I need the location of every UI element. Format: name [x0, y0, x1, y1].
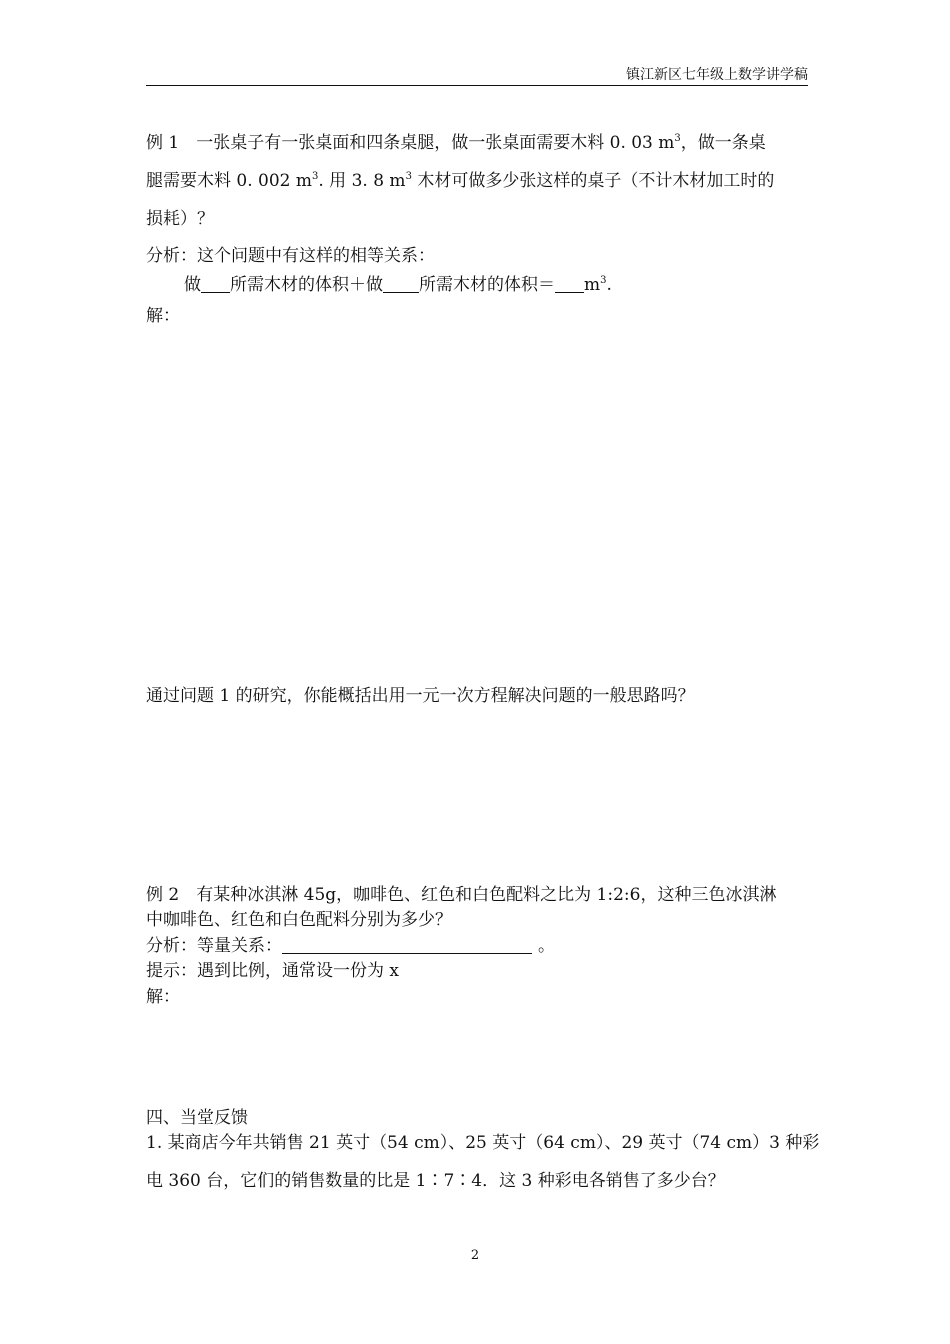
superscript: 3 — [405, 171, 412, 182]
example1-line1-end: ，做一条桌 — [680, 133, 766, 153]
section4-q1-line1: 1. 某商店今年共销售 21 英寸（54 cm）、25 英寸（64 cm）、29 英寸（74 cm）3 种彩 — [146, 1133, 820, 1153]
example2-solution-label: 解： — [146, 987, 180, 1007]
example1-line2-mid: . 用 3. 8 m — [318, 171, 406, 191]
example2-line1: 例 2 有某种冰淇淋 45g，咖啡色、红色和白色配料之比为 1:2:6，这种三色冰淇淋 — [146, 885, 777, 905]
example1-analysis: 分析：这个问题中有这样的相等关系： — [146, 246, 435, 266]
question1: 通过问题 1 的研究，你能概括出用一元一次方程解决问题的一般思路吗？ — [146, 686, 695, 706]
analysis-end: 。 — [538, 936, 555, 956]
superscript: 3 — [312, 171, 319, 182]
section4-q1-line2: 电 360 台，它们的销售数量的比是 1∶7∶4．这 3 种彩电各销售了多少台？ — [146, 1171, 725, 1191]
example2-analysis — [146, 931, 555, 956]
example1-line3: 损耗）？ — [146, 209, 214, 229]
example1-line2-text: 腿需要木料 0. 002 m — [146, 171, 312, 191]
example2-line2: 中咖啡色、红色和白色配料分别为多少？ — [146, 910, 452, 930]
example2-hint: 提示：遇到比例，通常设一份为 x — [146, 961, 399, 981]
fill-in-blank[interactable] — [201, 275, 230, 293]
relation-text-a: 做 — [184, 275, 201, 295]
page-number: 2 — [470, 1248, 480, 1263]
superscript: 3 — [674, 133, 681, 144]
relation-unit: m — [584, 275, 601, 295]
example1-relation — [184, 270, 612, 295]
example1-line2-end: 木材可做多少张这样的桌子（不计木材加工时的 — [411, 171, 775, 191]
relation-text-b: 所需木材的体积＋做 — [230, 275, 383, 295]
fill-in-blank[interactable] — [383, 275, 419, 293]
header-rule — [146, 85, 808, 86]
section4-title: 四、当堂反馈 — [146, 1108, 248, 1128]
relation-end: . — [606, 275, 612, 295]
superscript: 3 — [600, 275, 607, 286]
example1-line1 — [146, 128, 766, 153]
fill-in-blank[interactable] — [282, 936, 532, 954]
relation-text-c: 所需木材的体积＝ — [419, 275, 555, 295]
example1-solution-label: 解： — [146, 306, 180, 326]
header-title: 镇江新区七年级上数学讲学稿 — [626, 67, 808, 83]
example1-line1-text: 例 1 一张桌子有一张桌面和四条桌腿，做一张桌面需要木料 0. 03 m — [146, 133, 675, 153]
fill-in-blank[interactable] — [555, 275, 584, 293]
example1-line2 — [146, 166, 774, 191]
analysis-label: 分析：等量关系： — [146, 936, 282, 956]
